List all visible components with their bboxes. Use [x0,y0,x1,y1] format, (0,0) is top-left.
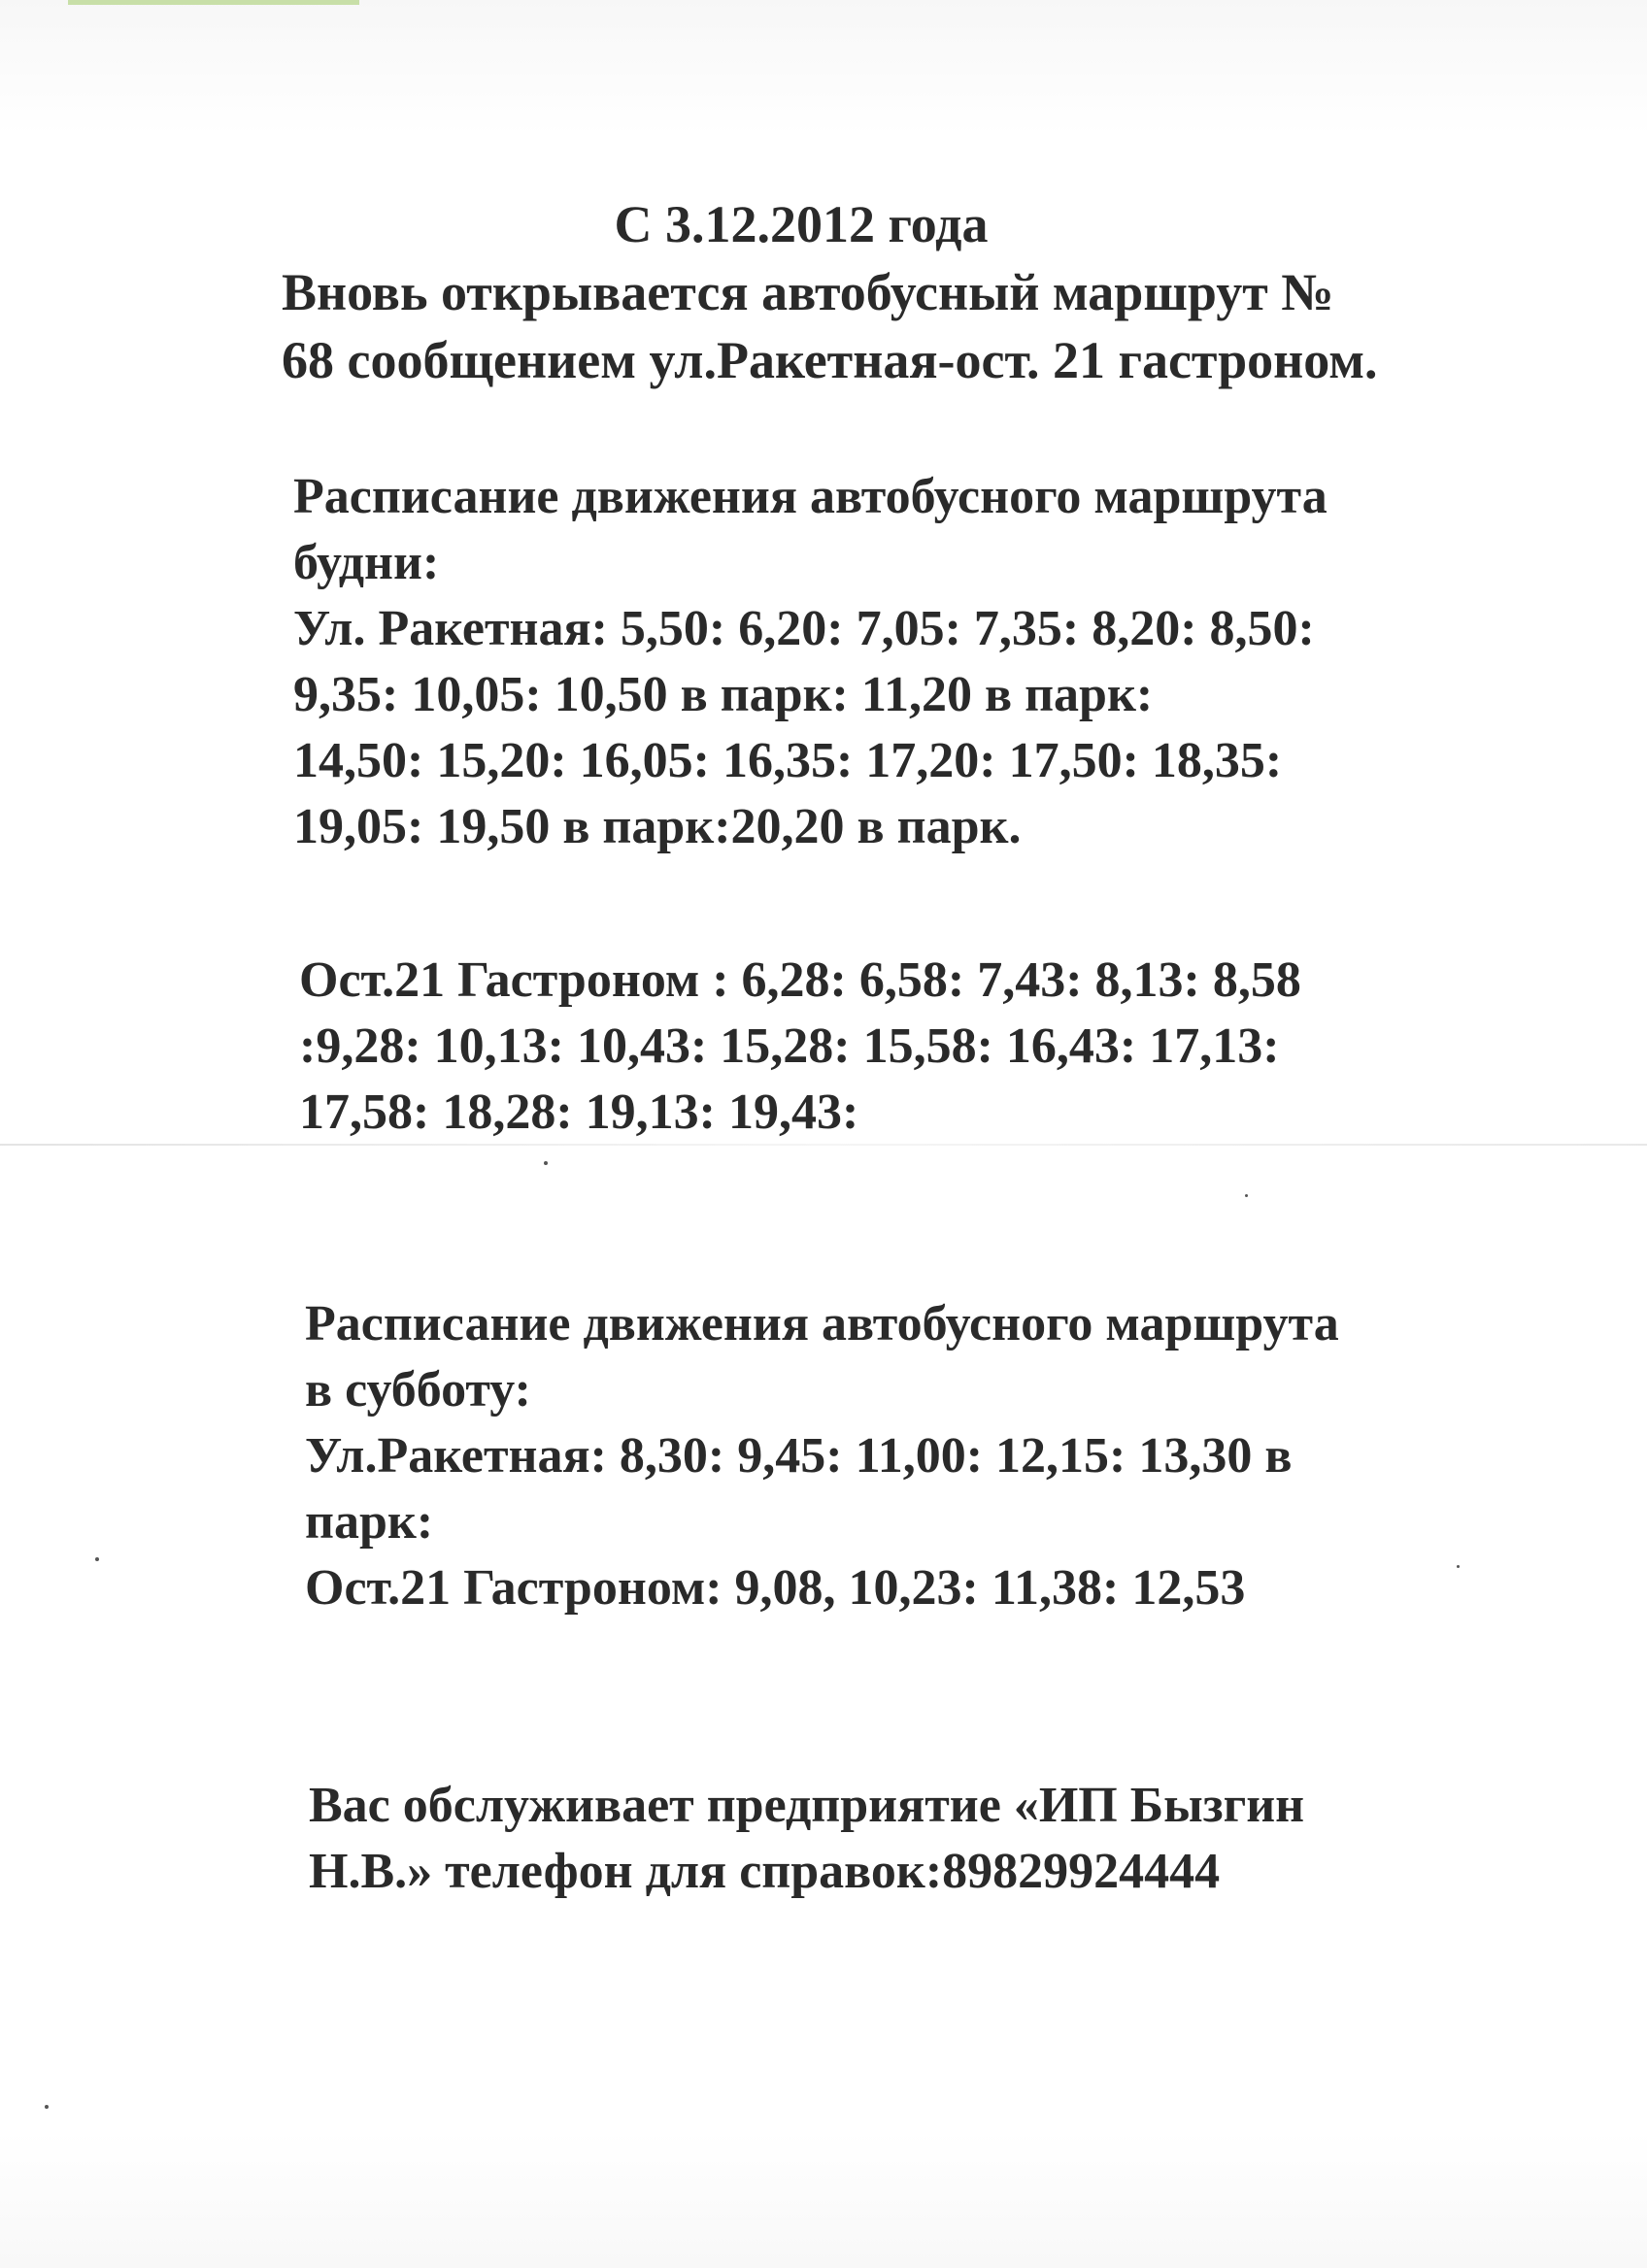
weekday-raketnaya-times: Ул. Ракетная: 5,50: 6,20: 7,05: 7,35: 8,20: 8,50: [293,601,1315,656]
operator-name: Вас обслуживает предприятие «ИП Бызгин [309,1778,1305,1833]
weekday-schedule [293,464,1556,860]
weekday-raketnaya-times: 9,35: 10,05: 10,50 в парк: 11,20 в парк: [293,667,1154,722]
saturday-raketnaya-times: парк: [305,1494,434,1550]
saturday-title-days: в субботу: [305,1362,531,1418]
header-direction-line: 68 сообщением ул.Ракетная-ост. 21 гастроном. [282,331,1378,389]
operator-info [309,1773,1571,1905]
weekday-gastronom-schedule [299,948,1562,1146]
saturday-raketnaya-times: Ул.Ракетная: 8,30: 9,45: 11,00: 12,15: 13,30 в [305,1428,1293,1484]
announcement-header [282,190,1378,394]
header-route-line: Вновь открывается автобусный маршрут № [282,263,1334,321]
weekday-title: Расписание движения автобусного маршрута [293,469,1328,524]
weekday-raketnaya-times: 19,05: 19,50 в парк:20,20 в парк. [293,799,1022,854]
operator-phone: Н.В.» телефон для справок:89829924444 [309,1844,1221,1899]
header-date-line: С 3.12.2012 года [614,195,989,253]
saturday-gastronom-times: Ост.21 Гастроном: 9,08, 10,23: 11,38: 12,53 [305,1560,1246,1616]
weekday-title-days: будни: [293,535,440,590]
weekday-gastronom-times: Ост.21 Гастроном : 6,28: 6,58: 7,43: 8,13: 8,58 [299,952,1301,1008]
saturday-schedule [305,1291,1567,1621]
weekday-gastronom-times: 17,58: 18,28: 19,13: 19,43: [299,1084,859,1140]
weekday-raketnaya-times: 14,50: 15,20: 16,05: 16,35: 17,20: 17,50: 18,35: [293,733,1283,788]
weekday-gastronom-times: :9,28: 10,13: 10,43: 15,28: 15,58: 16,43: 17,13: [299,1018,1280,1074]
saturday-title: Расписание движения автобусного маршрута [305,1296,1339,1351]
